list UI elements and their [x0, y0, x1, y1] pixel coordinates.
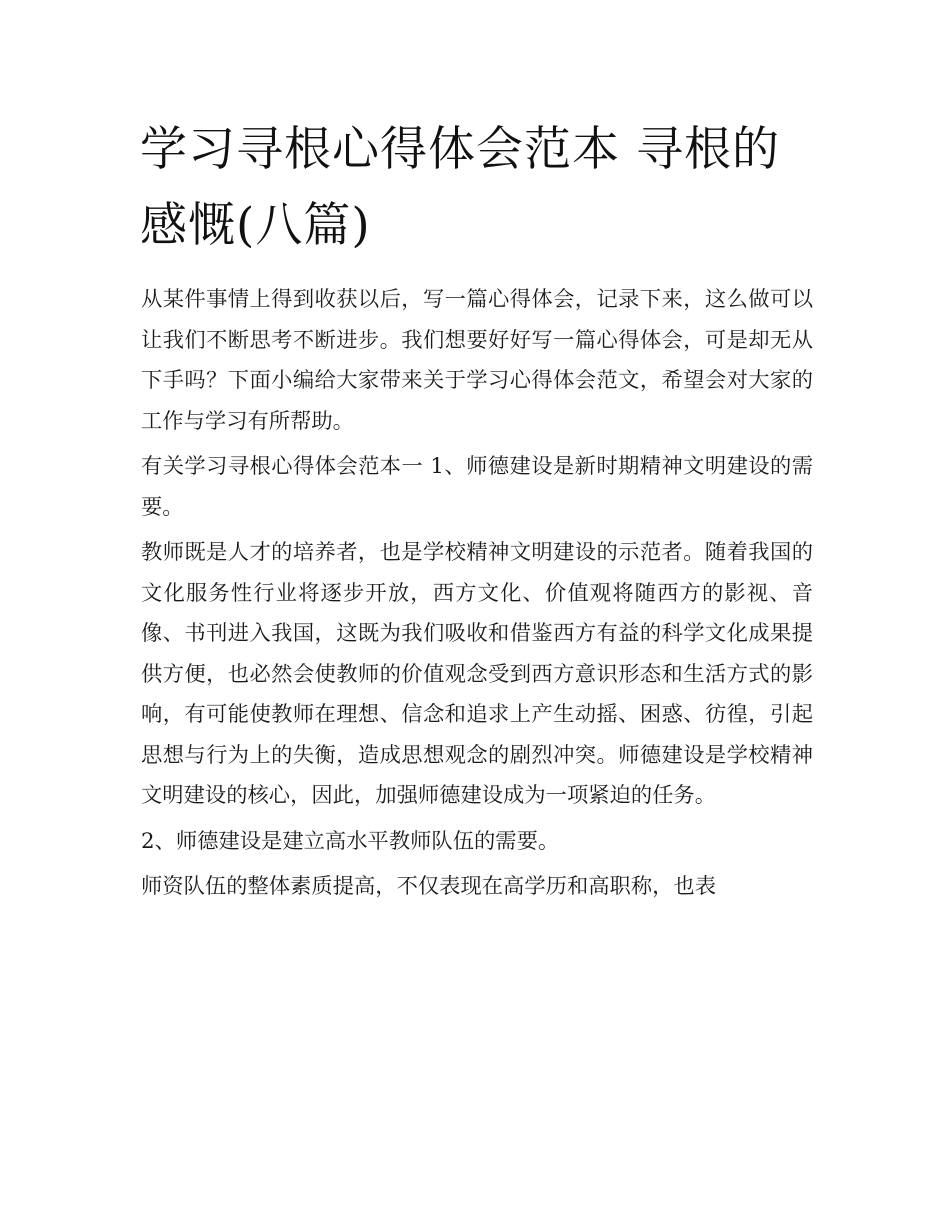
intro-paragraph: 从某件事情上得到收获以后，写一篇心得体会，记录下来，这么做可以让我们不断思考不断进步。我们想要好好写一篇心得体会，可是却无从下手吗？下面小编给大家带来关于学习心得体会范文，希望会对大家的工作与学习有所帮助。: [141, 287, 813, 434]
section-one-heading-paragraph: 有关学习寻根心得体会范本一 1、师德建设是新时期精神文明建设的需要。: [141, 454, 813, 520]
document-body: [141, 280, 813, 913]
document-title: 学习寻根心得体会范本 寻根的感慨(八篇): [140, 122, 780, 253]
point-two-paragraph: 2、师德建设是建立高水平教师队伍的需要。: [141, 828, 560, 854]
teacher-role-paragraph: 教师既是人才的培养者，也是学校精神文明建设的示范者。随着我国的文化服务性行业将逐步开放，西方文化、价值观将随西方的影视、音像、书刊进入我国，这既为我们吸收和借鉴西方有益的科学文化成果提供方便，也必然会使教师的价值观念受到西方意识形态和生活方式的影响，有可能使教师在理想、信念和追求上产生动摇、困惑、彷徨，引起思想与行为上的失衡，造成思想观念的剧烈冲突。师德建设是学校精神文明建设的核心，因此，加强师德建设成为一项紧迫的任务。: [141, 540, 813, 808]
faculty-quality-paragraph: 师资队伍的整体素质提高，不仅表现在高学历和高职称，也表: [141, 874, 717, 899]
